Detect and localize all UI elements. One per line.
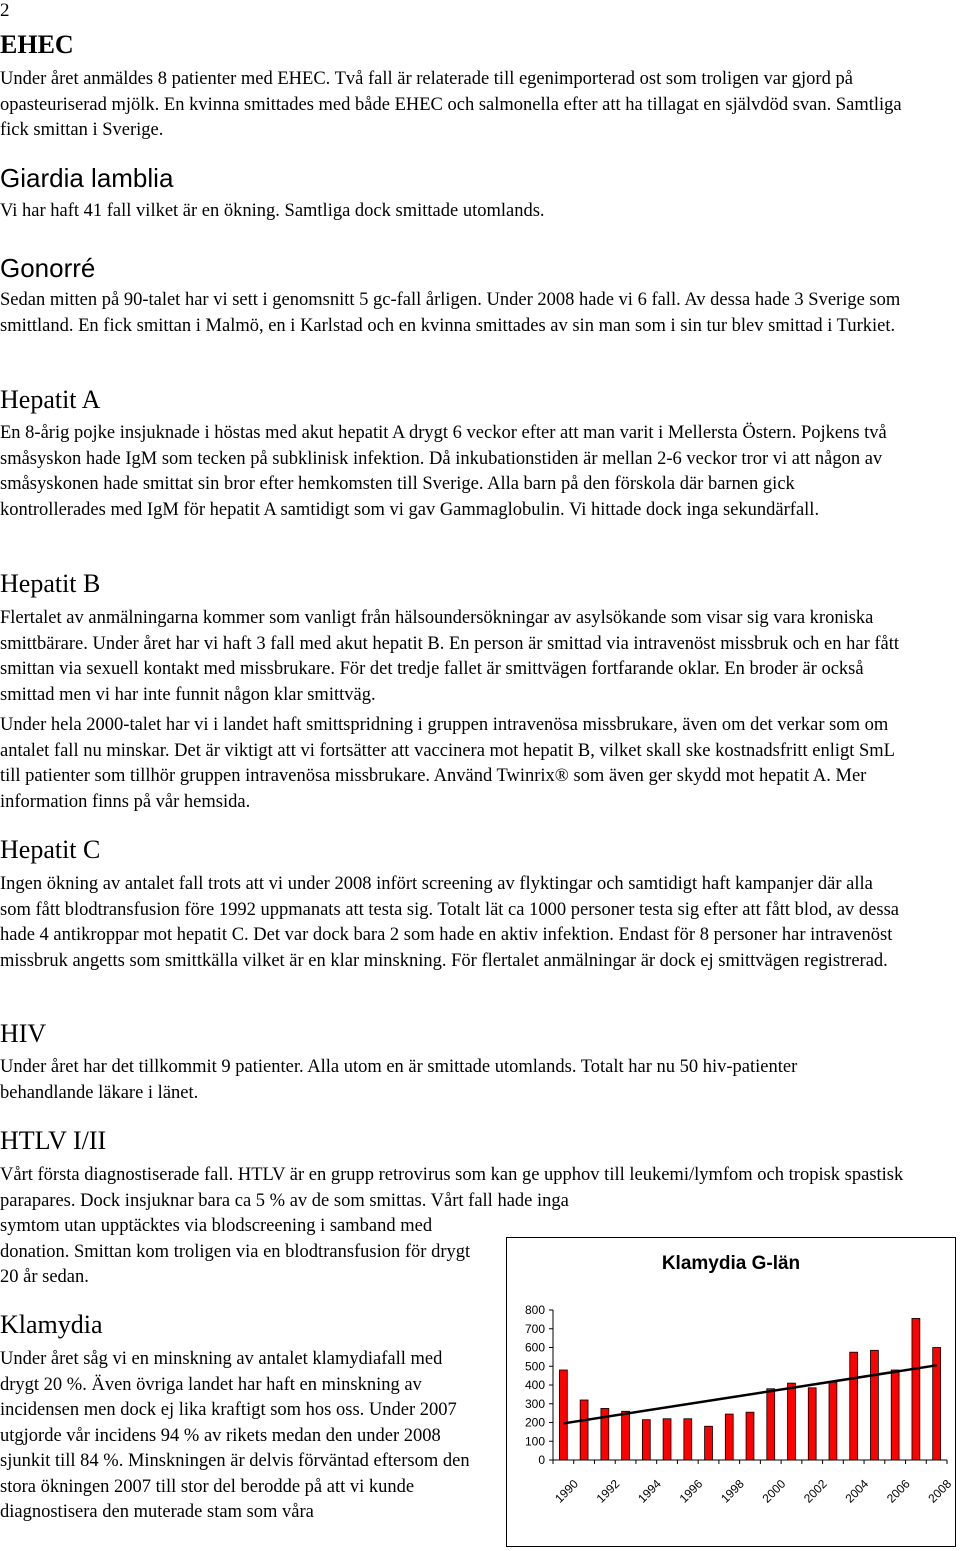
x-tick-label: 2000 (759, 1476, 789, 1506)
bar (746, 1412, 754, 1460)
bar (684, 1419, 692, 1460)
x-tick-label: 2006 (883, 1476, 913, 1506)
y-tick-label: 700 (524, 1321, 545, 1336)
y-tick-label: 400 (524, 1378, 545, 1392)
bar (912, 1318, 920, 1460)
heading-ehec: EHEC (0, 30, 74, 59)
y-tick-label: 200 (524, 1415, 545, 1430)
heading-hepatit-a: Hepatit A (0, 385, 101, 414)
heading-giardia: Giardia lamblia (0, 163, 174, 193)
y-tick-label: 100 (524, 1434, 545, 1449)
bar (891, 1370, 899, 1460)
klamydia-chart-svg (507, 1238, 955, 1546)
x-tick-label: 1996 (676, 1476, 706, 1506)
paragraph-hiv: Under året har det tillkommit 9 patienter. Alla utom en är smittade utomlands. Totalt har nu 50 hiv-patienter behandlande läkare i länet. (0, 1057, 798, 1103)
y-tick-label: 600 (524, 1340, 545, 1355)
heading-hepatit-c: Hepatit C (0, 835, 101, 864)
paragraph-klamydia: Under året såg vi en minskning av antalet klamydiafall med drygt 20 %. Även övriga landet har haft en minskning av incidensen men dock ej lika kraftigt som hos oss. Under 2007 utgjorde vår incidens 94 % av rikets medan den under 2008 sjunkit till 84 %. Minskningen är delvis förväntad eftersom den stora ökningen 2007 till stor del berodde på att vi kunde diagnostisera den muterade stam som våra (0, 1349, 470, 1522)
plot-area (525, 1303, 954, 1506)
y-tick-label: 500 (524, 1359, 545, 1374)
x-tick-label: 1994 (635, 1476, 664, 1506)
paragraph-gonorre: Sedan mitten på 90-talet har vi sett i genomsnitt 5 gc-fall årligen. Under 2008 hade vi 6 fall. Av dessa hade 3 Sverige som smittland. En fick smittan i Malmö, en i Karlstad och en kvinna smittades av sin man som i sin tur blev smittad i Turkiet. (0, 290, 901, 336)
x-tick-label: 1992 (593, 1476, 623, 1506)
heading-klamydia: Klamydia (0, 1310, 103, 1339)
chart-title: Klamydia G-län (661, 1253, 801, 1274)
bar (829, 1382, 837, 1460)
page-number: 2 (0, 0, 10, 21)
paragraph-htlv-2: symtom utan upptäcktes via blodscreening i samband med donation. Smittan kom troligen via en blodtransfusion för drygt 20 år sedan. (0, 1216, 471, 1287)
x-tick-label: 2004 (842, 1476, 872, 1506)
heading-gonorre: Gonorré (0, 253, 96, 283)
paragraph-hepatit-a: En 8-årig pojke insjuknade i höstas med akut hepatit A drygt 6 veckor efter att man varit i Mellersta Östern. Pojkens två småsyskon hade IgM som tecken på subklinisk infektion. Då inkubationstiden är mellan 2-6 veckor tror vi att någon av småsyskonen hade smittat sin bror efter hemkomsten till Sverige. Alla barn på den förskola där barnen gick kontrollerades med IgM för hepatit A samtidigt som vi gav Gammaglobulin. Vi hittade dock inga sekundärfall. (0, 423, 887, 520)
paragraph-hepatit-c: Ingen ökning av antalet fall trots att vi under 2008 infört screening av flyktingar och samtidigt haft kampanjer där alla som fått blodtransfusion före 1992 uppmanats att testa sig. Totalt lät ca 1000 personer testa sig efter att fått blod, av dessa hade 4 antikroppar mot hepatit C. Det var dock bara 2 som hade en aktiv infektion. Endast för 8 personer har intravenöst missbruk angetts som smittkälla vilket är en klar minskning. För flertalet anmälningar är dock ej smittvägen registrerad. (0, 874, 899, 971)
paragraph-giardia: Vi har haft 41 fall vilket är en ökning. Samtliga dock smittade utomlands. (0, 201, 545, 221)
bar (663, 1419, 671, 1460)
x-tick-label: 2008 (925, 1476, 955, 1506)
bar (850, 1352, 858, 1460)
paragraph-hepatit-b-1: Flertalet av anmälningarna kommer som vanligt från hälsoundersökningar av asylsökande som visar sig vara kroniska smittbärare. Under året har vi haft 3 fall med akut hepatit B. En person är smittad via intravenöst missbruk och en har fått smittan via sexuell kontakt med missbrukare. För det tredje fallet är smittvägen fortfarande oklar. En broder är också smittad men vi har inte funnit någon klar smittväg. (0, 608, 900, 705)
x-tick-label: 1998 (718, 1476, 747, 1506)
klamydia-chart (506, 1237, 956, 1547)
bar (559, 1370, 567, 1460)
y-tick-label: 800 (524, 1303, 545, 1317)
heading-hiv: HIV (0, 1019, 47, 1048)
x-tick-label: 2002 (800, 1476, 830, 1506)
y-tick-label: 300 (524, 1396, 545, 1411)
heading-htlv: HTLV I/II (0, 1126, 107, 1155)
bar (808, 1388, 816, 1460)
bar (725, 1414, 733, 1460)
x-tick-label: 1990 (552, 1476, 581, 1506)
bar (642, 1420, 650, 1460)
bar (705, 1426, 713, 1460)
bar (622, 1411, 630, 1460)
paragraph-hepatit-b-2: Under hela 2000-talet har vi i landet haft smittspridning i gruppen intravenösa missbrukare, även om det verkar som om antalet fall nu minskar. Det är viktigt att vi fortsätter att vaccinera mot hepatit B, vilket skall ske kostnadsfritt enligt SmL till patienter som tillhör gruppen intravenösa missbrukare. Använd Twinrix® som även ger skydd mot hepatit A. Mer information finns på vår hemsida. (0, 715, 895, 812)
bar (580, 1400, 588, 1460)
bar (933, 1348, 941, 1461)
heading-hepatit-b: Hepatit B (0, 569, 101, 598)
bar (870, 1350, 878, 1460)
bar (767, 1389, 775, 1460)
y-tick-label: 0 (538, 1453, 545, 1467)
paragraph-htlv-1: Vårt första diagnostiserade fall. HTLV är en grupp retrovirus som kan ge upphov till leukemi/lymfom och tropisk spastisk parapares. Dock insjuknar bara ca 5 % av de som smittas. Vårt fall hade inga (0, 1165, 904, 1211)
paragraph-ehec: Under året anmäldes 8 patienter med EHEC. Två fall är relaterade till egenimporterad ost som troligen var gjord på opasteuriserad mjölk. En kvinna smittades med både EHEC och salmonella efter att ha tillagat en självdöd svan. Samtliga fick smittan i Sverige. (0, 69, 902, 140)
bar (788, 1383, 796, 1460)
